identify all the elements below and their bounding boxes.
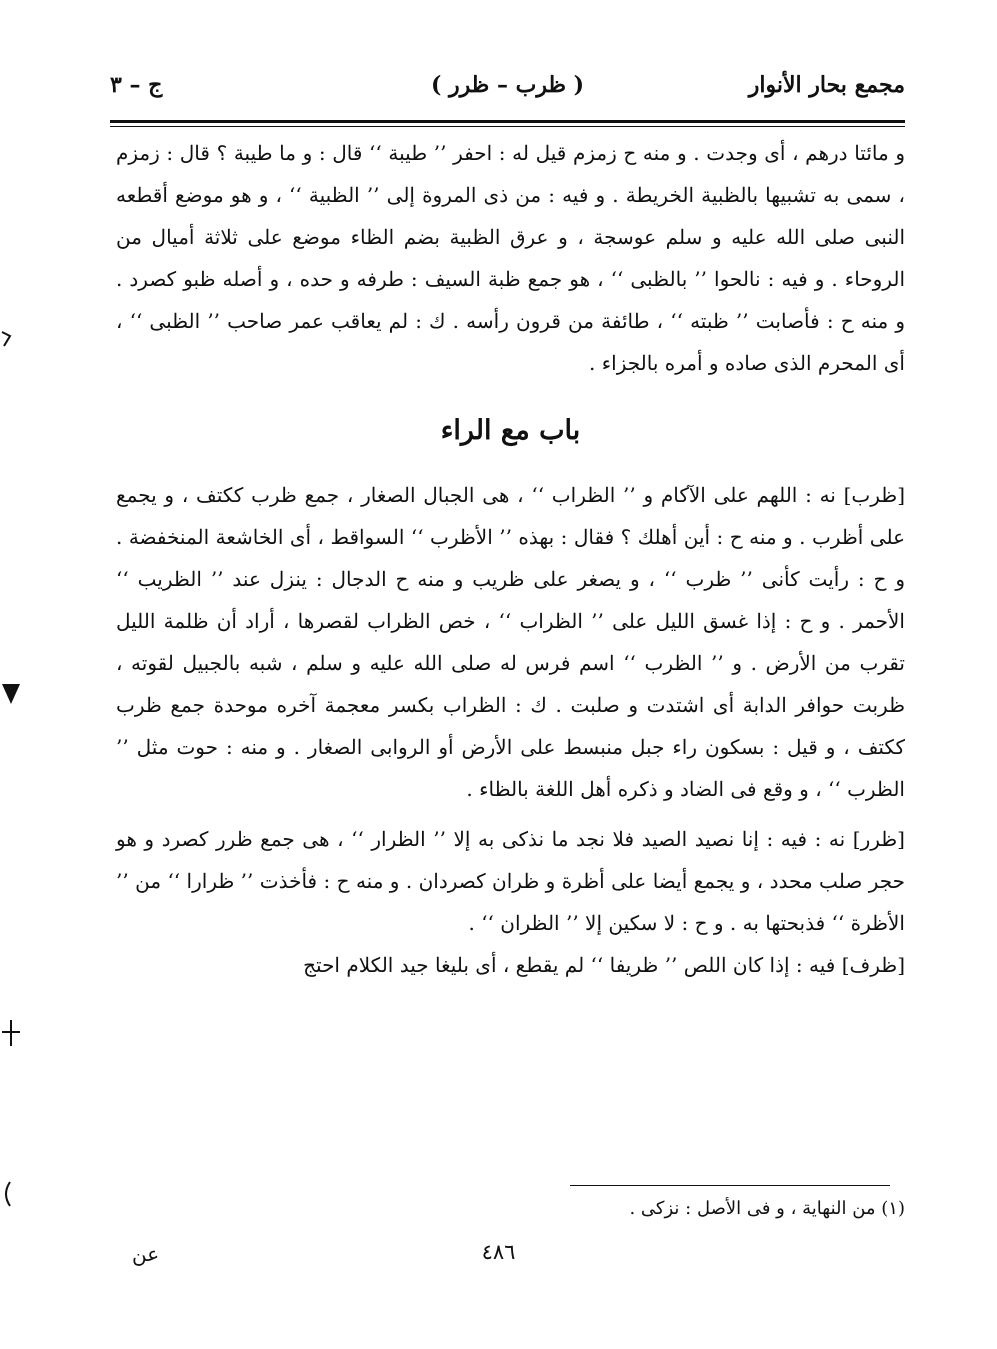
running-header	[110, 64, 905, 110]
header-rule	[110, 120, 905, 123]
page-number: ٤٨٦	[481, 1240, 516, 1264]
entry-range: ( ظرب – ظرر )	[430, 72, 585, 98]
book-title: مجمع بحار الأنوار	[748, 72, 905, 98]
entry-zarar: [ظرر] نه : فيه : إنا نصيد الصيد فلا نجد ما نذكى به إلا ’’ الظرار ‘‘ ، هى جمع ظرر كصرد و هو حجر صلب محدد ، و يجمع أيضا على أظرة و ظران كصردان . و منه ح : فأخذت ’’ ظرارا ‘‘ من ’’ الأظرة ‘‘ فذبحتها به . و ح : لا سكين إلا ’’ الظران ‘‘ .	[116, 827, 905, 935]
volume-label: ج – ٣	[110, 72, 163, 98]
header-rule-thin	[110, 126, 905, 127]
section-heading: باب مع الراء	[440, 415, 581, 446]
margin-mark-icon	[0, 330, 14, 350]
entry-zarb: [ظرب] نه : اللهم على الآكام و ’’ الظراب ‘‘ ، هى الجبال الصغار ، جمع ظرب ككتف ، و يجمع على أظرب . و منه ح : أين أهلك ؟ فقال : بهذه ’’ الأظرب ‘‘ السواقط ، أى الخاشعة المنخفضة . و ح : رأيت كأنى ’’ ظرب ‘‘ ، و يصغر على ظريب و منه ح الدجال : ينزل عند ’’ الظريب ‘‘ الأحمر . و ح : إذا غسق الليل على ’’ الظراب ‘‘ ، خص الظراب لقصرها ، أراد أن ظلمة الليل تقرب من الأرض . و ’’ الظرب ‘‘ اسم فرس له صلى الله عليه و سلم ، شبه بالجبيل لقوته ، ظربت حوافر الدابة أى اشتدت و صلبت . ك : الظراب بكسر معجمة آخره موحدة جمع ظرب ككتف ، و قيل : بسكون راء جبل منبسط على الأرض أو الروابى الصغار . و منه : حوت مثل ’’ الظرب ‘‘ ، و وقع فى الضاد و ذكره أهل اللغة بالظاء .	[116, 483, 906, 801]
catchword: عن	[132, 1242, 160, 1266]
margin-cross-icon	[0, 1018, 22, 1048]
margin-curl-icon	[0, 1180, 14, 1210]
footnote-rule	[570, 1185, 890, 1186]
main-text	[116, 132, 905, 986]
margin-arrow-icon	[0, 680, 24, 708]
entry-zarf: [ظرف] فيه : إذا كان اللص ’’ ظريفا ‘‘ لم يقطع ، أى بليغا جيد الكلام احتج	[303, 953, 905, 977]
footnote: (١) من النهاية ، و فى الأصل : نزكى .	[629, 1198, 905, 1219]
text-paragraph: و مائتا درهم ، أى وجدت . و منه ح زمزم قيل له : احفر ’’ طيبة ‘‘ قال : و ما طيبة ؟ قال : زمزم ، سمى به تشبيها بالظبية الخريطة . و فيه : من ذى المروة إلى ’’ الظبية ‘‘ ، و هو موضع أقطعه النبى صلى الله عليه و سلم عوسجة ، و عرق الظبية بضم الظاء موضع على ثلاثة أميال من الروحاء . و فيه : نالحوا ’’ بالظبى ‘‘ ، هو جمع ظبة السيف : طرفه و حده ، و أصله ظبو كصرد . و منه ح : فأصابت ’’ ظبته ‘‘ ، طائفة من قرون رأسه . ك : لم يعاقب عمر صاحب ’’ الظبى ‘‘ ، أى المحرم الذى صاده و أمره بالجزاء .	[116, 141, 905, 375]
